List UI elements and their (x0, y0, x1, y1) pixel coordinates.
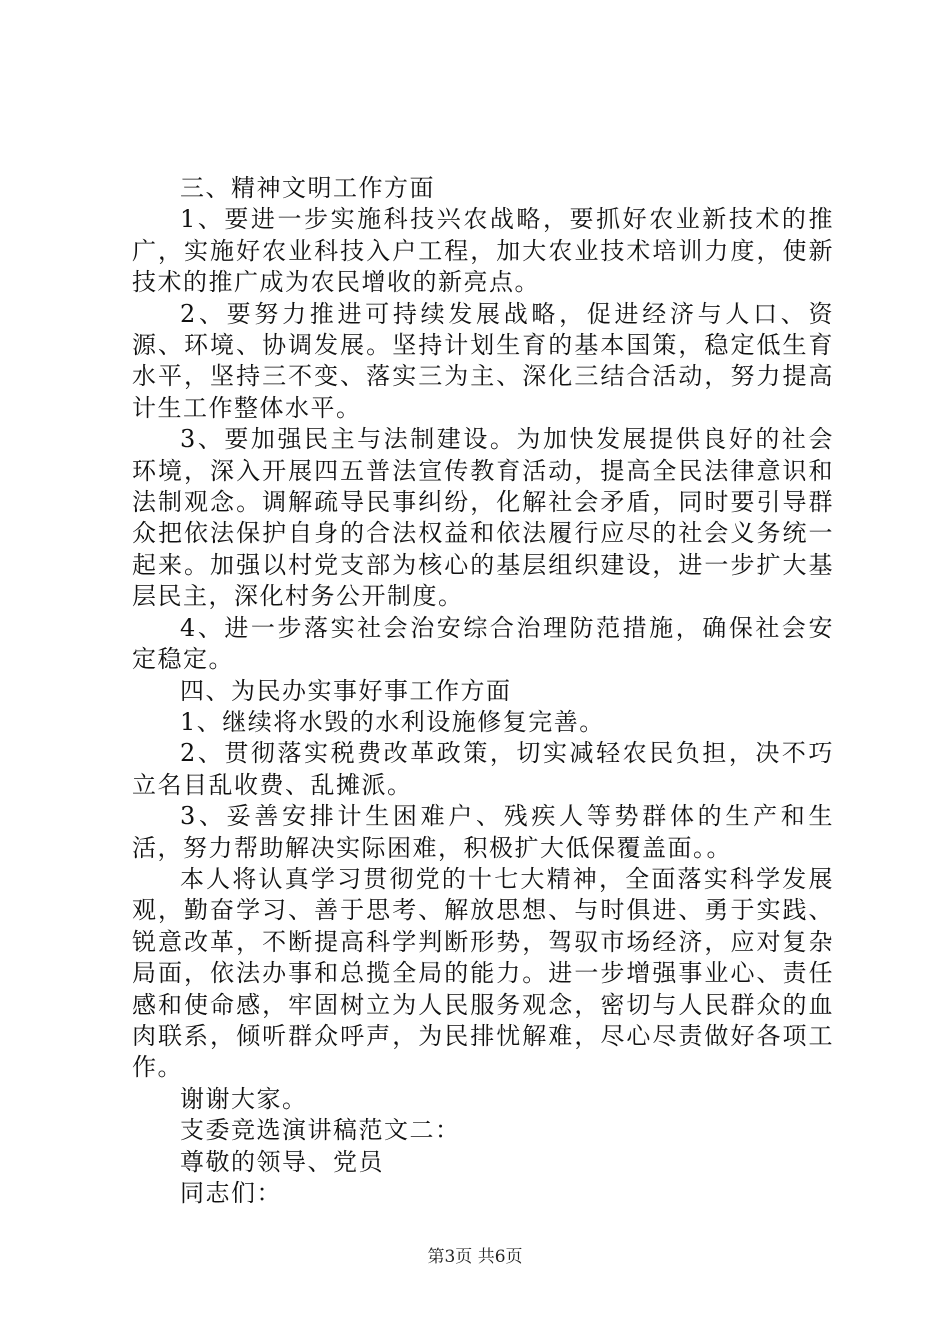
paragraph: 3、要加强民主与法制建设。为加快发展提供良好的社会环境，深入开展四五普法宣传教育活动，提高全民法律意识和法制观念。调解疏导民事纠纷，化解社会矛盾，同时要引导群众把依法保护自身的合法权益和依法履行应尽的社会义务统一起来。加强以村党支部为核心的基层组织建设，进一步扩大基层民主，深化村务公开制度。 (132, 425, 834, 611)
sample-two-title: 支委竞选演讲稿范文二： (180, 1116, 461, 1145)
paragraph: 1、继续将水毁的水利设施修复完善。 (180, 707, 605, 736)
paragraph: 3、妥善安排计生困难户、残疾人等势群体的生产和生活，努力帮助解决实际困难，积极扩大低保覆盖面。。 (132, 802, 834, 862)
section-heading-spiritual: 三、精神文明工作方面 (180, 174, 435, 202)
section-heading-practical: 四、为民办实事好事工作方面 (180, 676, 512, 705)
paragraph: 2、要努力推进可持续发展战略，促进经济与人口、资源、环境、协调发展。坚持计划生育的基本国策，稳定低生育水平，坚持三不变、落实三为主、深化三结合活动，努力提高计生工作整体水平。 (132, 299, 834, 422)
paragraph: 本人将认真学习贯彻党的十七大精神，全面落实科学发展观，勤奋学习、善于思考、解放思想、与时俱进、勇于实践、锐意改革，不断提高科学判断形势，驾驭市场经济，应对复杂局面，依法办事和总揽全局的能力。进一步增强事业心、责任感和使命感，牢固树立为人民服务观念，密切与人民群众的血肉联系，倾听群众呼声，为民排忧解难，尽心尽责做好各项工作。 (132, 864, 834, 1082)
paragraph: 4、进一步落实社会治安综合治理防范措施，确保社会安定稳定。 (132, 613, 834, 674)
page-number-footer: 第3页 共6页 (427, 1247, 523, 1267)
document-body (132, 173, 834, 1209)
salutation-comrades: 同志们： (180, 1179, 282, 1207)
salutation: 尊敬的领导、党员 (180, 1147, 384, 1176)
closing-thanks: 谢谢大家。 (180, 1084, 308, 1113)
paragraph: 2、贯彻落实税费改革政策，切实减轻农民负担，决不巧立名目乱收费、乱摊派。 (132, 739, 834, 799)
paragraph: 1、要进一步实施科技兴农战略，要抓好农业新技术的推广，实施好农业科技入户工程，加大农业技术培训力度，使新技术的推广成为农民增收的新亮点。 (132, 205, 834, 297)
